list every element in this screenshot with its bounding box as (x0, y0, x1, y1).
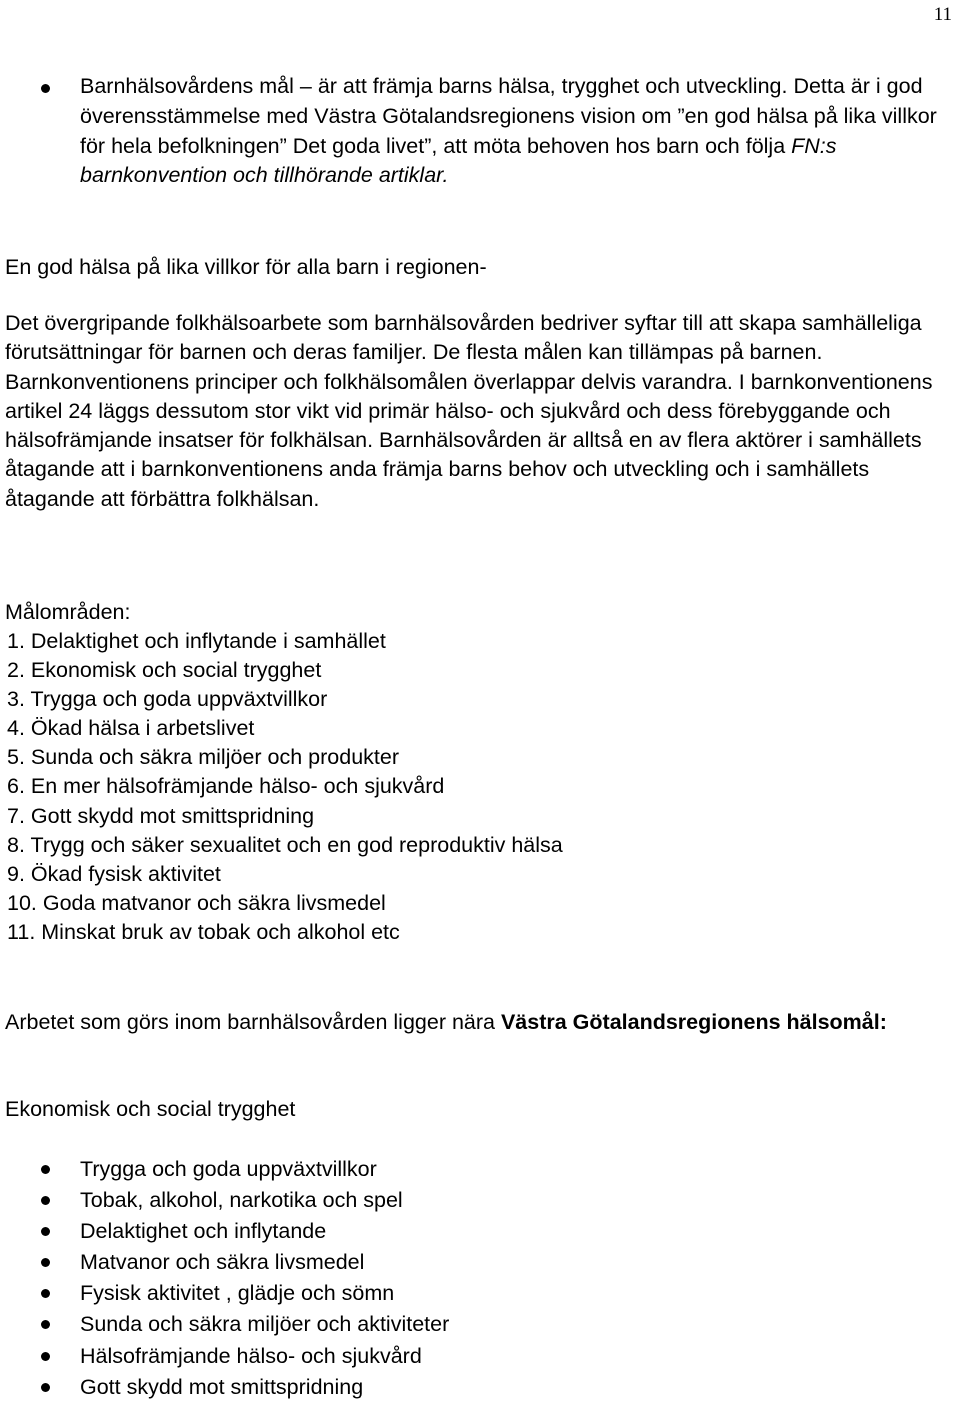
malomraden-list (7, 627, 940, 947)
bullet-icon (41, 1165, 50, 1174)
list-item: 9. Ökad fysisk aktivitet (7, 861, 221, 886)
list-item: 5. Sunda och säkra miljöer och produkter (7, 745, 399, 770)
list-item (0, 1216, 960, 1247)
arbete-bold-text: Västra Götalandsregionens hälsomål: (500, 1010, 887, 1034)
list-item-label: Gott skydd mot smittspridning (80, 1374, 364, 1399)
list-item: 10. Goda matvanor och säkra livsmedel (7, 890, 386, 915)
list-item (0, 1154, 960, 1185)
list-item-label: Trygga och goda uppväxtvillkor (80, 1157, 377, 1181)
list-item: 2. Ekonomisk och social trygghet (7, 658, 322, 683)
list-item-label: Tobak, alkohol, narkotika och spel (80, 1188, 403, 1213)
bullet-icon (41, 1289, 50, 1298)
arbete-text: Arbetet som görs inom barnhälsovården ligger nära (5, 1010, 501, 1034)
list-item: 3. Trygga och goda uppväxtvillkor (7, 687, 328, 712)
list-item: 7. Gott skydd mot smittspridning (7, 803, 315, 828)
list-item (0, 1309, 960, 1340)
list-item (0, 1185, 960, 1216)
list-item: 4. Ökad hälsa i arbetslivet (7, 716, 255, 741)
list-item-label: Matvanor och säkra livsmedel (80, 1250, 365, 1275)
intro-bullet-text (80, 72, 940, 191)
intro-text: Barnhälsovårdens mål – är att främja barns hälsa, trygghet och utveckling. Detta är i god överensstämmelse med Västra Götalandsregionens vision om ”en god hälsa på lika villkor för hela befolkningen” Det goda livet”, att möta behoven hos barn och följa (80, 74, 937, 158)
arbete-paragraph (5, 1007, 940, 1037)
malomraden-title: Målområden: (5, 600, 131, 624)
bullet-icon (41, 1196, 50, 1205)
list-item: 1. Delaktighet och inflytande i samhället (7, 629, 386, 653)
list-item: 6. En mer hälsofrämjande hälso- och sjukvård (7, 774, 445, 799)
list-item (0, 1341, 960, 1372)
bullet-icon (41, 1352, 50, 1361)
bullet-icon (41, 1320, 50, 1329)
body-paragraph: Det övergripande folkhälsoarbete som barnhälsovården bedriver syftar till att skapa samhälleliga förutsättningar för barnen och deras familjer. De flesta målen kan tillämpas på barnen. Barnkonventionens principer och folkhälsomålen överlappar delvis varandra. I barnkonventionens artikel 24 läggs dessutom stor vikt vid primär hälso- och sjukvård och dess förebyggande och hälsofrämjande insatser för folkhälsan. Barnhälsovården är alltså en av flera aktörer i samhällets åtagande att i barnkonventionens anda främja barns behov och utveckling och i samhällets åtagande att förbättra folkhälsan. (5, 311, 933, 511)
list-item (0, 1372, 960, 1403)
list-item-label: Hälsofrämjande hälso- och sjukvård (80, 1343, 422, 1368)
section-heading: En god hälsa på lika villkor för alla barn i regionen- (5, 255, 487, 279)
list-item-label: Delaktighet och inflytande (80, 1219, 327, 1244)
list-item-label: Sunda och säkra miljöer och aktiviteter (80, 1312, 450, 1337)
list-item (0, 1247, 960, 1278)
ekonomisk-heading: Ekonomisk och social trygghet (5, 1097, 296, 1121)
page-number: 11 (933, 4, 952, 25)
bullet-icon (41, 1258, 50, 1267)
bullet-icon (41, 1227, 50, 1236)
halsomal-bullet-list (0, 1154, 960, 1403)
bullet-icon (41, 1383, 50, 1392)
list-item: 8. Trygg och säker sexualitet och en god reproduktiv hälsa (7, 832, 563, 857)
list-item-label: Fysisk aktivitet , glädje och sömn (80, 1281, 395, 1306)
bullet-icon (41, 84, 50, 93)
intro-italic-text: FN:s barnkonvention och tillhörande artiklar. (80, 133, 837, 188)
list-item (0, 1278, 960, 1309)
list-item: 11. Minskat bruk av tobak och alkohol etc (7, 919, 400, 944)
